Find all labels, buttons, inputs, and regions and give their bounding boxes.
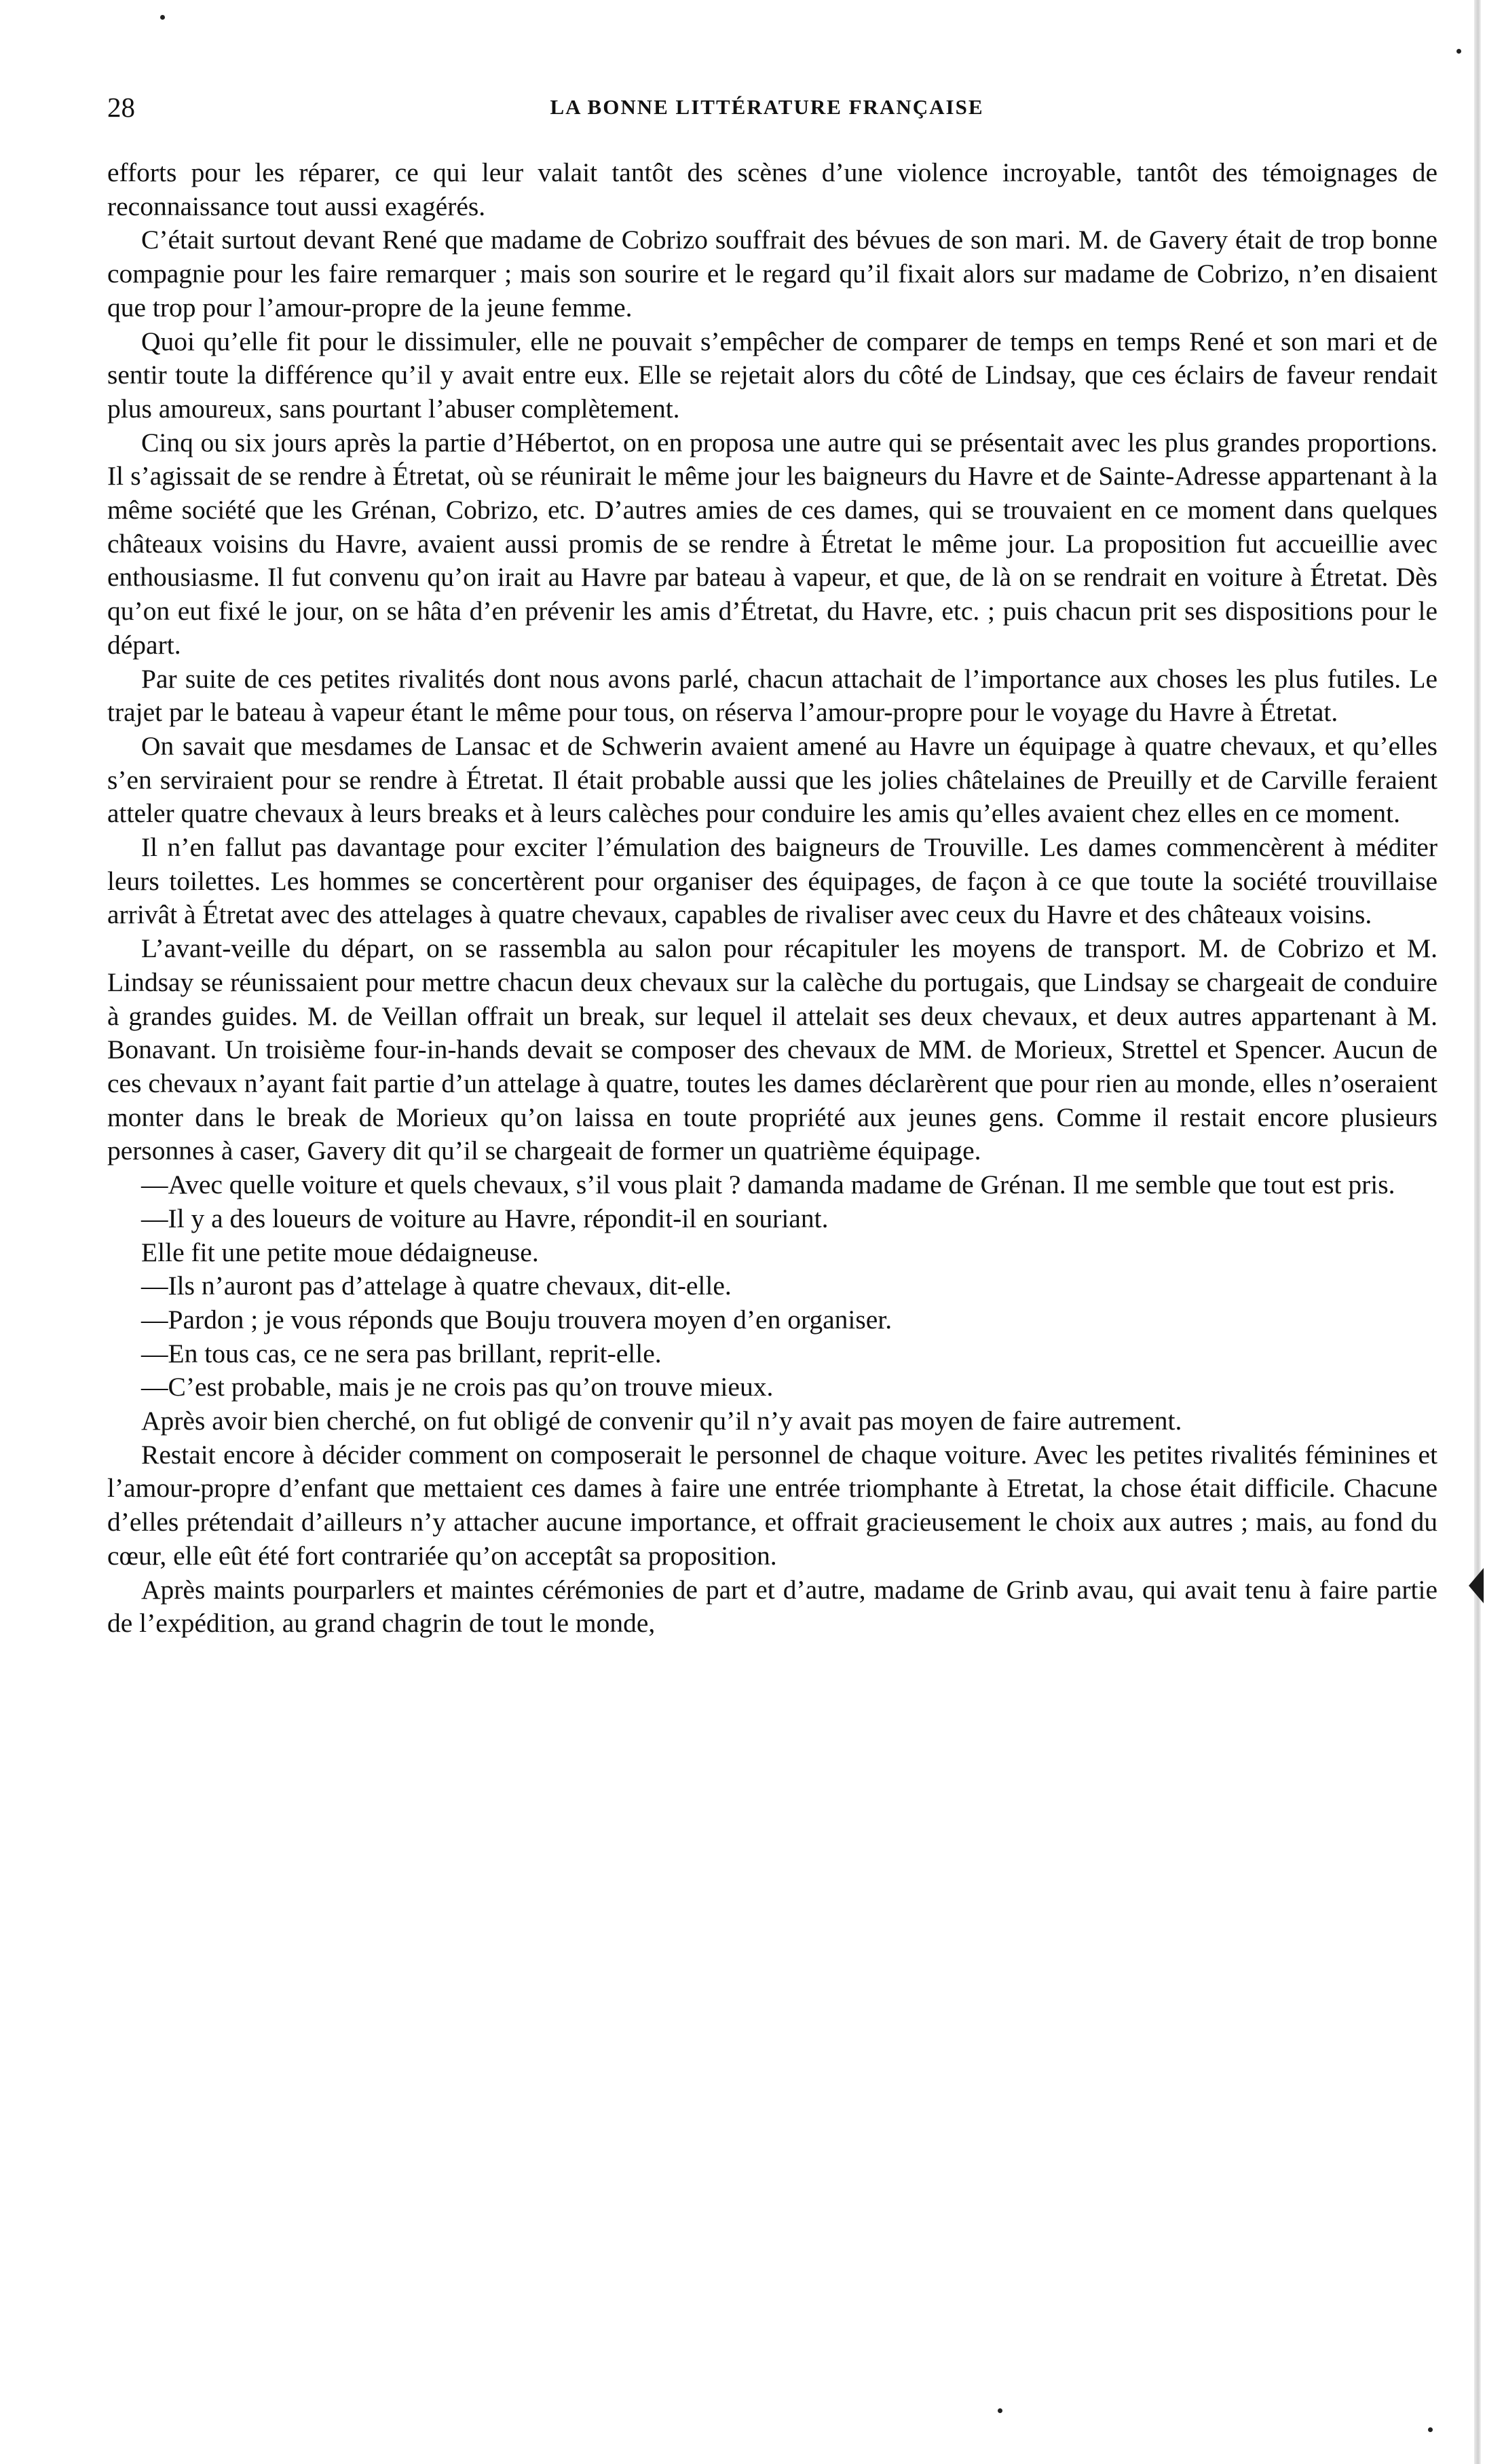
paragraph: Il n’en fallut pas davantage pour exciter l’émulation des baigneurs de Trouville. Les dames commencèrent à méditer leurs toilettes. Les hommes se concertèrent pour organiser des équipages, de façon à ce que toute la société trouvillaise arrivât à Étretat avec des attelages à quatre chevaux, capables de rivaliser avec ceux du Havre et des châteaux voisins. <box>107 832 1437 930</box>
paragraph: —C’est probable, mais je ne crois pas qu’on trouve mieux. <box>141 1372 774 1402</box>
paragraph: efforts pour les réparer, ce qui leur valait tantôt des scènes d’une violence incroyable, tantôt des témoignages de reconnaissance tout aussi exagérés. <box>107 157 1437 221</box>
paragraph: Quoi qu’elle fit pour le dissimuler, elle ne pouvait s’empêcher de comparer de temps en temps René et son mari et de sentir toute la différence qu’il y avait entre eux. Elle se rejetait alors du côté de Lindsay, que ces éclairs de faveur rendait plus amoureux, sans pourtant l’abuser complètement. <box>107 326 1437 424</box>
body-text <box>107 156 1437 1641</box>
page-header <box>102 87 1432 128</box>
scan-speck <box>160 15 165 20</box>
paragraph: Après avoir bien cherché, on fut obligé de convenir qu’il n’y avait pas moyen de faire autrement. <box>141 1406 1182 1436</box>
paragraph: Après maints pourparlers et maintes cérémonies de part et d’autre, madame de Grinb avau, qui avait tenu à faire partie de l’expédition, au grand chagrin de tout le monde, <box>107 1574 1437 1639</box>
scan-speck <box>1428 2427 1433 2432</box>
paragraph: —En tous cas, ce ne sera pas brillant, reprit-elle. <box>141 1338 662 1368</box>
paragraph: L’avant-veille du départ, on se rassembla au salon pour récapituler les moyens de transport. M. de Cobrizo et M. Lindsay se réunissaient pour mettre chacun deux chevaux sur la calèche du portugais, que Lindsay se chargeait de conduire à grandes guides. M. de Veillan offrait un break, sur lequel il attelait ses deux chevaux, et deux autres appartenant à M. Bonavant. Un troisième four-in-hands devait se composer des chevaux de MM. de Morieux, Strettel et Spencer. Aucun de ces chevaux n’ayant fait partie d’un attelage à quatre, toutes les dames déclarèrent que pour rien au monde, elles n’oseraient monter dans le break de Morieux qu’on laissa en toute propriété aux jeunes gens. Comme il restait encore plusieurs personnes à caser, Gavery dit qu’il se chargeait de former un quatrième équipage. <box>107 933 1437 1166</box>
paragraph: —Ils n’auront pas d’attelage à quatre chevaux, dit-elle. <box>141 1271 732 1301</box>
paragraph: On savait que mesdames de Lansac et de Schwerin avaient amené au Havre un équipage à quatre chevaux, et qu’elles s’en serviraient pour se rendre à Étretat. Il était probable aussi que les jolies châtelaines de Preuilly et de Carville feraient atteler quatre chevaux à leurs breaks et à leurs calèches pour conduire les amis qu’elles avaient chez elles en ce moment. <box>107 730 1437 829</box>
paragraph: Elle fit une petite moue dédaigneuse. <box>141 1237 539 1267</box>
running-title: LA BONNE LITTÉRATURE FRANÇAISE <box>550 95 984 119</box>
page-number: 28 <box>107 92 135 123</box>
paragraph: C’était surtout devant René que madame de Cobrizo souffrait des bévues de son mari. M. de Gavery était de trop bonne compagnie pour les faire remarquer ; mais son sourire et le regard qu’il fixait alors sur madame de Cobrizo, n’en disaient que trop pour l’amour-propre de la jeune femme. <box>107 225 1437 322</box>
paragraph: Cinq ou six jours après la partie d’Hébertot, on en proposa une autre qui se présentait avec les plus grandes proportions. Il s’agissait de se rendre à Étretat, où se réunirait le même jour les baigneurs du Havre et de Sainte-Adresse appartenant à la même société que les Grénan, Cobrizo, etc. D’autres amies de ces dames, qui se trouvaient en ce moment dans quelques châteaux voisins du Havre, avaient aussi promis de se rendre à Étretat le même jour. La proposition fut accueillie avec enthousiasme. Il fut convenu qu’on irait au Havre par bateau à vapeur, et que, de là on se rendrait en voiture à Étretat. Dès qu’on eut fixé le jour, on se hâta d’en prévenir les amis d’Étretat, du Havre, etc. ; puis chacun prit ses dispositions pour le départ. <box>107 427 1437 660</box>
paragraph: —Il y a des loueurs de voiture au Havre, répondit-il en souriant. <box>141 1203 829 1233</box>
paragraph: —Avec quelle voiture et quels chevaux, s’il vous plait ? damanda madame de Grénan. Il me semble que tout est pris. <box>141 1170 1395 1200</box>
page-edge-shadow <box>1474 0 1481 2464</box>
page-edge-mark <box>1469 1568 1484 1603</box>
paragraph: Par suite de ces petites rivalités dont nous avons parlé, chacun attachait de l’importance aux choses les plus futiles. Le trajet par le bateau à vapeur étant le même pour tous, on réserva l’amour-propre pour le voyage du Havre à Étretat. <box>107 663 1437 728</box>
paragraph: —Pardon ; je vous réponds que Bouju trouvera moyen d’en organiser. <box>141 1304 892 1334</box>
scan-speck <box>1456 49 1461 54</box>
paragraph: Restait encore à décider comment on composerait le personnel de chaque voiture. Avec les petites rivalités féminines et l’amour-propre d’enfant que mettaient ces dames à faire une entrée triomphante à Etretat, la chose était difficile. Chacune d’elles prétendait d’ailleurs n’y attacher aucune importance, et offrait gracieusement le choix aux autres ; mais, au fond du cœur, elle eût été fort contrariée qu’on acceptât sa proposition. <box>107 1439 1437 1571</box>
scan-speck <box>998 2408 1002 2413</box>
